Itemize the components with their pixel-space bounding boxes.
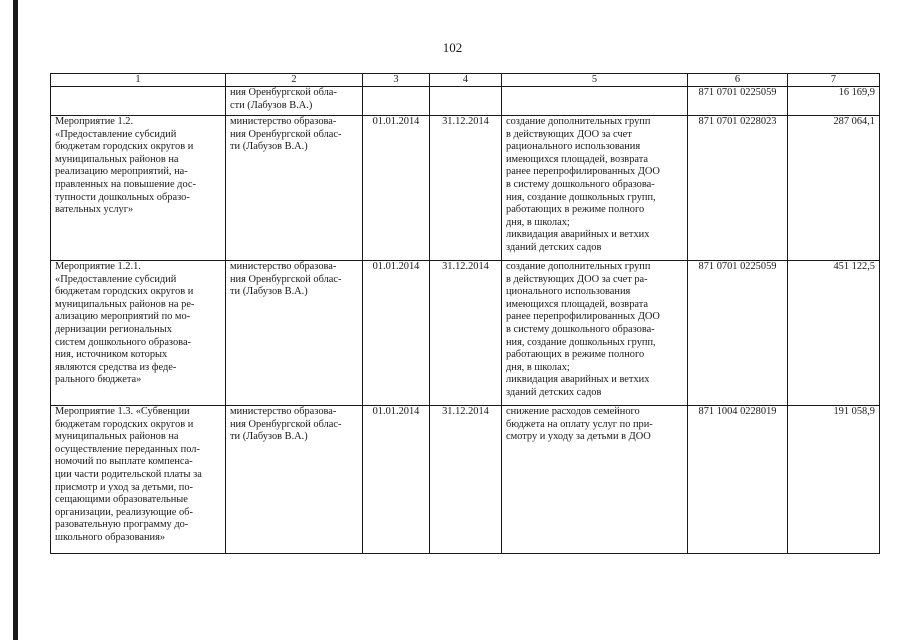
end-date-cell: 31.12.2014 [430,406,502,554]
measure-cell-line: муниципальных районов на ре- [55,298,195,310]
result-cell-line: ционального использования [506,286,631,298]
measure-cell [51,406,226,554]
measure-cell-line: вательных услуг» [55,204,134,216]
measure-cell [51,261,226,406]
result-cell-line: в систему дошкольного образова- [506,323,655,335]
measure-cell-line: организации, реализующие об- [55,506,193,518]
executor-cell-line: ния Оренбургской облас- [230,128,342,140]
column-header: 3 [363,74,430,87]
measure-cell-line: являются средства из феде- [55,361,177,373]
amount-cell: 287 064,1 [788,116,880,261]
measure-cell-line: рального бюджета» [55,374,142,386]
executor-cell-line: сти (Лабузов В.А.) [230,99,313,111]
measures-table [50,73,880,554]
measure-cell-line: Мероприятие 1.2.1. [55,261,141,272]
result-cell-line: ранее перепрофилированных ДОО [506,166,660,178]
result-cell-line: создание дополнительных групп [506,116,651,127]
measure-cell-line: дернизации региональных [55,323,172,335]
result-cell-line: смотру и уходу за детьми в ДОО [506,431,651,443]
executor-cell [226,87,363,116]
end-date-cell [430,87,502,116]
scan-edge-bar [13,0,18,640]
result-cell-line: ния, создание дошкольных групп, [506,191,656,203]
measure-cell-line: муниципальных районов на [55,431,179,443]
executor-cell-line: ти (Лабузов В.А.) [230,286,308,298]
amount-cell: 191 058,9 [788,406,880,554]
result-cell-line: работающих в режиме полного [506,349,645,361]
page-number: 102 [442,40,463,55]
budget-code-cell: 871 1004 0228019 [688,406,788,554]
result-cell-line: рационального использования [506,141,641,153]
table-row [51,87,880,116]
header-row [51,74,880,87]
executor-cell-line: министерство образова- [230,261,337,272]
result-cell-line: работающих в режиме полного [506,204,645,216]
result-cell [502,261,688,406]
measure-cell-line: реализацию мероприятий, на- [55,166,188,178]
measure-cell-line: «Предоставление субсидий [55,273,177,285]
table-row [51,116,880,261]
column-header: 4 [430,74,502,87]
result-cell-line: в систему дошкольного образова- [506,178,655,190]
measure-cell [51,116,226,261]
result-cell-line: создание дополнительных групп [506,261,651,272]
column-header: 1 [51,74,226,87]
measure-cell-line: ния, источником которых [55,349,168,361]
measure-cell-line: тупности дошкольных образо- [55,191,190,203]
result-cell-line: снижение расходов семейного [506,406,640,417]
executor-cell-line: министерство образова- [230,116,337,127]
measure-cell-line: присмотр и уход за детьми, по- [55,481,193,493]
result-cell-line: ликвидация аварийных и ветхих [506,229,650,241]
amount-cell: 451 122,5 [788,261,880,406]
executor-cell-line: ния Оренбургской обла- [230,87,337,98]
result-cell-line: ния, создание дошкольных групп, [506,336,656,348]
column-header: 2 [226,74,363,87]
result-cell-line: зданий детских садов [506,241,602,253]
start-date-cell [363,87,430,116]
measure-cell-line: Мероприятие 1.2. [55,116,134,127]
measure-cell-line: бюджетам городских округов и [55,418,194,430]
executor-cell-line: ти (Лабузов В.А.) [230,141,308,153]
result-cell-line: в действующих ДОО за счет [506,128,632,140]
result-cell-line: дня, в школах; [506,361,570,373]
result-cell-line: дня, в школах; [506,216,570,228]
table-row [51,261,880,406]
measure-cell-line: систем дошкольного образова- [55,336,192,348]
executor-cell-line: ния Оренбургской облас- [230,273,342,285]
column-header: 6 [688,74,788,87]
measure-cell-line: «Предоставление субсидий [55,128,177,140]
table-row [51,406,880,554]
measure-cell-line: муниципальных районов на [55,153,179,165]
executor-cell [226,116,363,261]
amount-cell: 16 169,9 [788,87,880,116]
result-cell-line: ранее перепрофилированных ДОО [506,311,660,323]
result-cell-line: имеющихся площадей, возврата [506,298,649,310]
column-header: 7 [788,74,880,87]
executor-cell [226,261,363,406]
column-header: 5 [502,74,688,87]
measure-cell-line: бюджетам городских округов и [55,286,194,298]
result-cell-line: бюджета на оплату услуг по при- [506,418,653,430]
measure-cell-line: номочий по выплате компенса- [55,456,193,468]
measure-cell-line: осуществление переданных пол- [55,443,200,455]
executor-cell-line: ти (Лабузов В.А.) [230,431,308,443]
measure-cell-line: школьного образования» [55,531,166,543]
start-date-cell: 01.01.2014 [363,116,430,261]
result-cell-line: ликвидация аварийных и ветхих [506,374,650,386]
result-cell-line: зданий детских садов [506,386,602,398]
measure-cell-line: Мероприятие 1.3. «Субвенции [55,406,190,417]
measure-cell-line: ции части родительской платы за [55,468,202,480]
end-date-cell: 31.12.2014 [430,116,502,261]
executor-cell [226,406,363,554]
budget-code-cell: 871 0701 0225059 [688,87,788,116]
end-date-cell: 31.12.2014 [430,261,502,406]
result-cell-line: имеющихся площадей, возврата [506,153,649,165]
executor-cell-line: министерство образова- [230,406,337,417]
start-date-cell: 01.01.2014 [363,406,430,554]
executor-cell-line: ния Оренбургской облас- [230,418,342,430]
measure-cell [51,87,226,116]
result-cell-line: в действующих ДОО за счет ра- [506,273,648,285]
measure-cell-line: ализацию мероприятий по мо- [55,311,191,323]
result-cell [502,116,688,261]
measure-cell-line: сещающими образовательные [55,494,188,506]
measure-cell-line: бюджетам городских округов и [55,141,194,153]
start-date-cell: 01.01.2014 [363,261,430,406]
result-cell [502,87,688,116]
budget-code-cell: 871 0701 0228023 [688,116,788,261]
measure-cell-line: разовательную программу до- [55,519,189,531]
budget-code-cell: 871 0701 0225059 [688,261,788,406]
result-cell [502,406,688,554]
measure-cell-line: правленных на повышение дос- [55,178,196,190]
